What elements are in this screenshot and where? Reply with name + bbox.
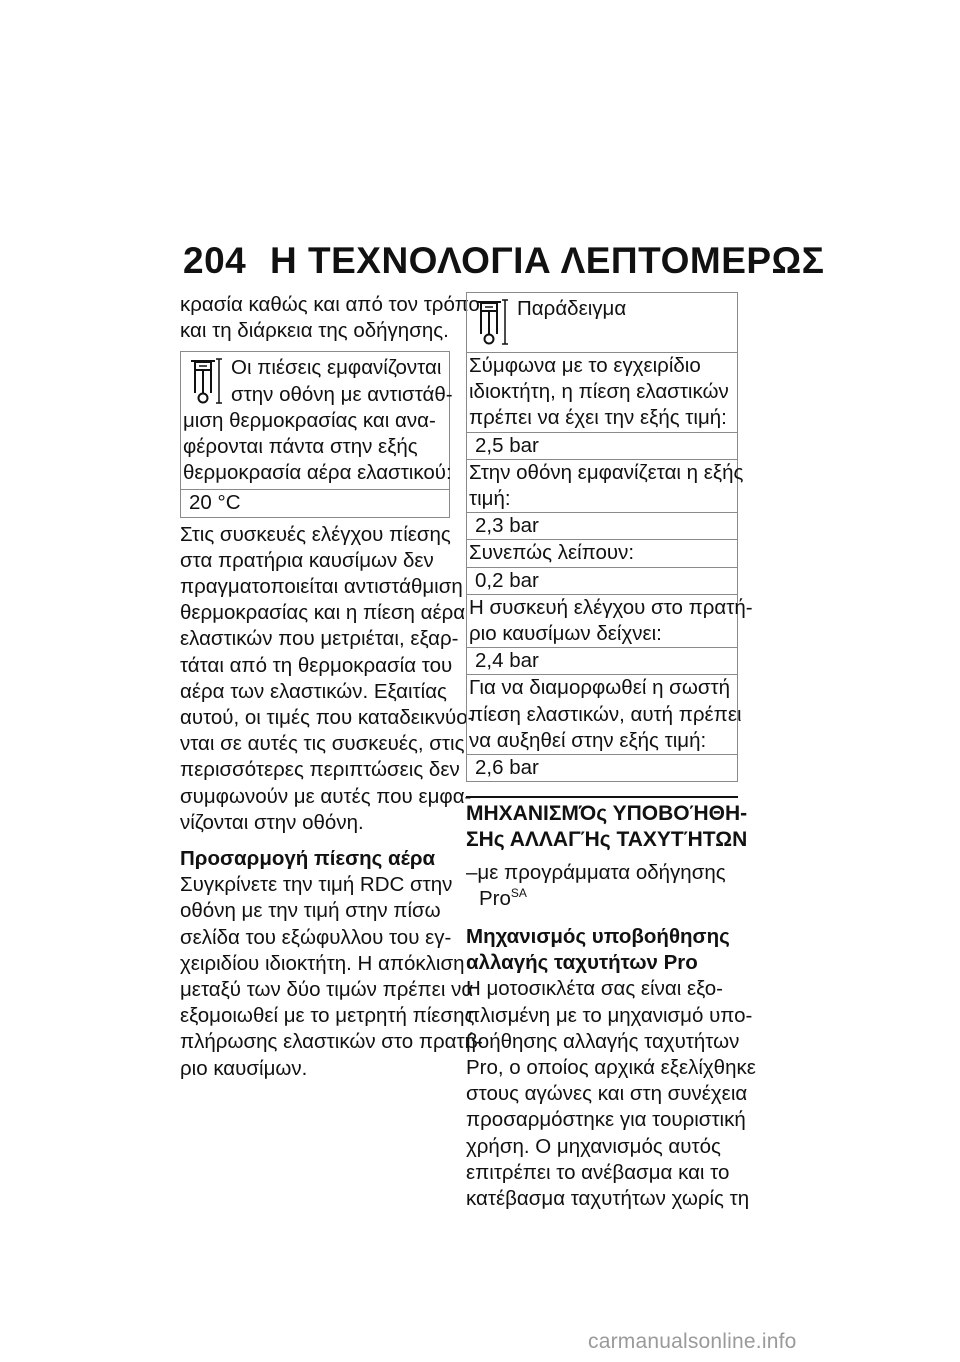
example-value: 2,5 bar — [467, 432, 737, 459]
text-line: ελαστικών που μετριέται, εξαρ- — [180, 627, 459, 651]
example-text: Συνεπώς λείπουν: — [469, 541, 635, 565]
text-line: πλήρωσης ελαστικών στο πρατή- — [180, 1030, 483, 1054]
subheading-line: Μηχανισμός υποβοήθησης — [466, 925, 730, 949]
example-row — [467, 352, 737, 432]
text-line: τάται από τη θερμοκρασία του — [180, 653, 453, 677]
right-column — [466, 292, 756, 1212]
example-text: Σύμφωνα με το εγχειρίδιο — [469, 354, 701, 377]
example-box — [466, 292, 753, 782]
text-line: σελίδα του εξώφυλλου του εγ- — [180, 925, 452, 949]
note-line: μιση θερμοκρασίας και ανα- — [183, 408, 436, 432]
text-line: προσαρμόστηκε για τουριστική — [466, 1108, 746, 1132]
text-line: και τη διάρκεια της οδήγησης. — [180, 319, 449, 343]
note-line: στην οθόνη με αντιστάθ- — [231, 382, 453, 406]
text-line: στα πρατήρια καυσίμων δεν — [180, 548, 434, 572]
example-row — [467, 539, 737, 566]
option-superscript: SA — [510, 886, 527, 901]
note-line: φέρονται πάντα στην εξής — [183, 435, 418, 459]
example-value: 2,6 bar — [467, 754, 737, 781]
section-title-line: ΣΗς ΑΛΛΑΓΉς ΤΑΧΥΤΉΤΩΝ — [466, 828, 748, 852]
text-line: πλισμένη με το μηχανισμό υπο- — [466, 1003, 753, 1027]
text-line: Η μοτοσικλέτα σας είναι εξο- — [466, 977, 723, 1001]
text-line: Στις συσκευές ελέγχου πίεσης — [180, 522, 451, 546]
example-value: 2,3 bar — [467, 512, 737, 539]
example-text: ιδιοκτήτη, η πίεση ελαστικών — [469, 380, 729, 404]
text-line: Pro, ο οποίος αρχικά εξελίχθηκε — [466, 1056, 756, 1080]
example-row — [467, 674, 742, 754]
note-value: 20 °C — [181, 489, 449, 516]
option-name: Pro — [479, 886, 511, 910]
shift-assistant-paragraph — [466, 976, 756, 1212]
subheading: Προσαρμογή πίεσης αέρα — [180, 847, 436, 871]
text-line: αέρα των ελαστικών. Εξαιτίας — [180, 679, 447, 703]
text-line: αυτού, οι τιμές που καταδεικνύο- — [180, 706, 475, 730]
temperature-paragraph — [180, 522, 475, 836]
section-title — [466, 801, 748, 853]
example-text: Η συσκευή ελέγχου στο πρατή- — [469, 595, 753, 619]
text-line: συμφωνούν με αυτές που εμφα- — [180, 784, 472, 808]
text-line: ριο καυσίμων. — [180, 1056, 308, 1080]
text-line: χρήση. Ο μηχανισμός αυτός — [466, 1134, 721, 1158]
example-text: τιμή: — [469, 487, 511, 511]
example-row — [467, 594, 753, 647]
example-text: Για να διαμορφωθεί η σωστή — [469, 676, 730, 700]
note-text — [181, 352, 453, 489]
section-title-line: ΜΗΧΑΝΙΣΜΌς ΥΠΟΒΟΉΘΗ- — [466, 802, 748, 826]
watermark: carmanualsonline.info — [588, 1330, 797, 1353]
example-text: πρέπει να έχει την εξής τιμή: — [469, 406, 727, 430]
page-number: 204 — [183, 240, 247, 281]
text-line: νίζονται στην οθόνη. — [180, 810, 364, 834]
example-title-cell — [467, 293, 737, 352]
example-value: 2,4 bar — [467, 647, 737, 674]
example-title: Παράδειγμα — [517, 297, 627, 320]
example-value: 0,2 bar — [467, 567, 737, 594]
subheading-line: αλλαγής ταχυτήτων Pro — [466, 951, 698, 975]
text-line: θερμοκρασίας και η πίεση αέρα — [180, 601, 466, 625]
text-line: οθόνη με την τιμή στην πίσω — [180, 899, 441, 923]
text-line: στους αγώνες και στη συνέχεια — [466, 1082, 748, 1106]
tire-pressure-gauge-icon — [185, 355, 225, 407]
text-line: χειριδίου ιδιοκτήτη. Η απόκλιση — [180, 951, 465, 975]
note-line: θερμοκρασία αέρα ελαστικού: — [183, 461, 452, 485]
option-line — [466, 886, 738, 912]
example-text: πίεση ελαστικών, αυτή πρέπει — [469, 702, 742, 726]
text-line: περισσότερες περιπτώσεις δεν — [180, 758, 460, 782]
text-line: πραγματοποιείται αντιστάθμιση — [180, 575, 463, 599]
example-text: να αυξηθεί στην εξής τιμή: — [469, 728, 707, 752]
text-line: επιτρέπει το ανέβασμα και το — [466, 1160, 730, 1184]
text-line: Συγκρίνετε την τιμή RDC στην — [180, 873, 453, 897]
text-line: κρασία καθώς και από τον τρόπο — [180, 293, 480, 316]
adjustment-paragraph — [180, 872, 483, 1082]
option-line: –με προγράμματα οδήγησης — [466, 860, 726, 884]
subheading — [466, 924, 738, 976]
text-line: κατέβασμα ταχυτήτων χωρίς τη — [466, 1187, 750, 1211]
example-text: ριο καυσίμων δείχνει: — [469, 622, 662, 646]
note-line: Οι πιέσεις εμφανίζονται — [231, 356, 442, 380]
example-row — [467, 459, 744, 512]
text-line: βοήθησης αλλαγής ταχυτήτων — [466, 1029, 740, 1053]
tire-pressure-gauge-icon — [471, 296, 511, 348]
chapter-title: Η ΤΕΧΝΟΛΟΓΙΑ ΛΕΠΤΟΜΕΡΩΣ — [270, 240, 825, 281]
temperature-note-box — [180, 351, 453, 517]
left-column — [180, 292, 483, 1082]
example-text: Στην οθόνη εμφανίζεται η εξής — [469, 460, 744, 484]
option-note — [466, 860, 738, 912]
text-line: νται σε αυτές τις συσκευές, στις — [180, 732, 465, 756]
text-line: εξομοιωθεί με το μετρητή πίεσης — [180, 1004, 475, 1028]
text-line: μεταξύ των δύο τιμών πρέπει να — [180, 978, 474, 1002]
section-divider — [466, 796, 738, 798]
